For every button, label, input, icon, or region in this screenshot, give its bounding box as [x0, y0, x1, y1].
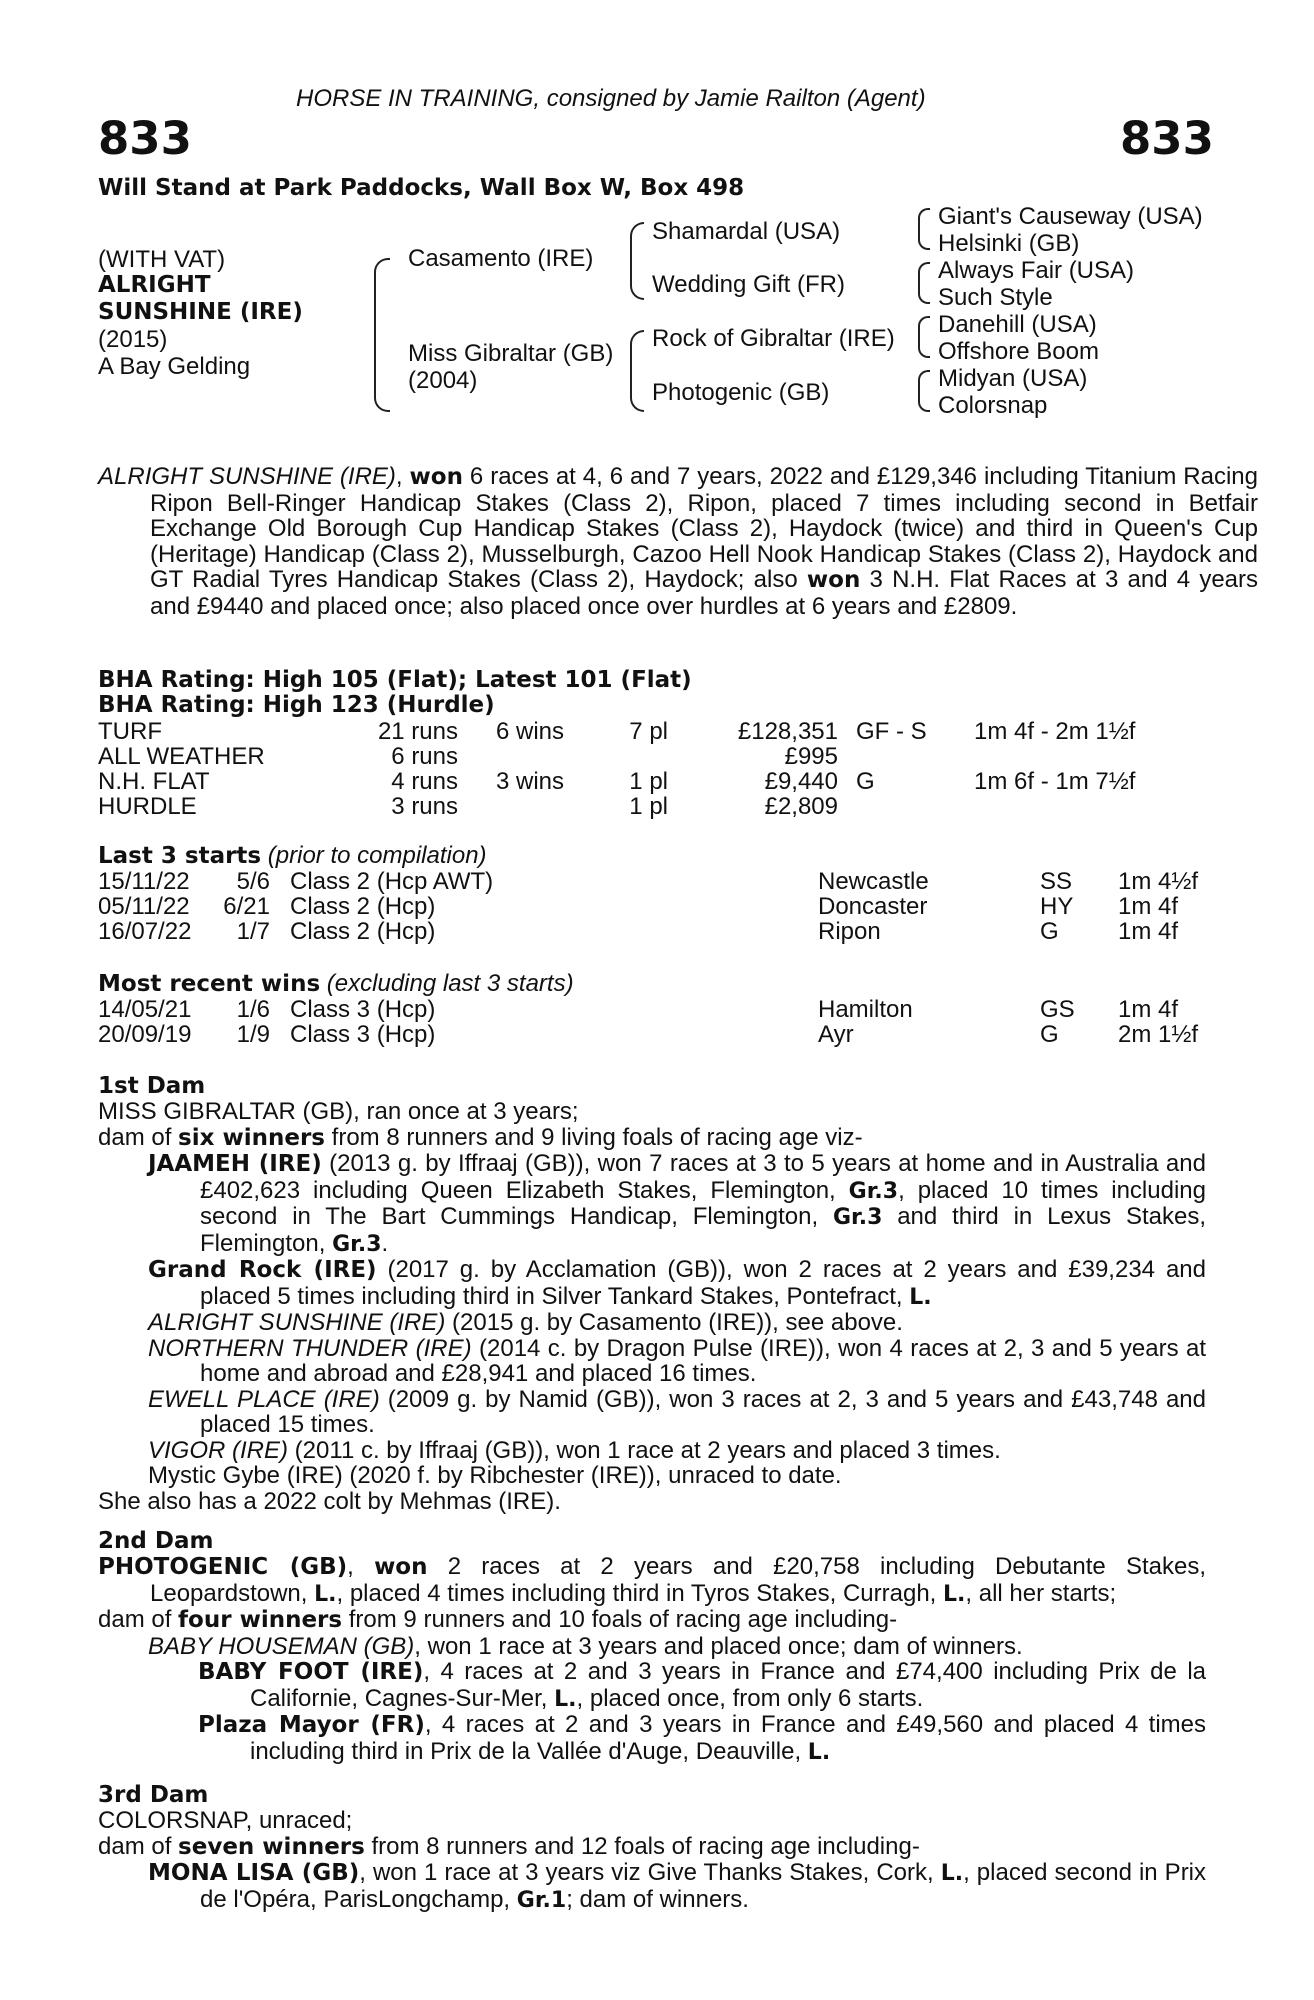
produce-name: NORTHERN THUNDER (IRE) — [148, 1334, 472, 1362]
start-distance: 1m 4½f — [1118, 868, 1199, 895]
start-course: Ripon — [818, 918, 881, 945]
produce-text: , placed once, from only 6 starts. — [576, 1684, 924, 1712]
dam2-dam-of: dam of — [98, 1606, 179, 1633]
second-dam-record — [98, 1554, 1206, 1607]
listed-badge: L. — [940, 1861, 964, 1886]
stabling-info: Will Stand at Park Paddocks, Wall Box W, Box 498 — [98, 175, 745, 201]
recent-wins-heading — [98, 971, 574, 998]
horse-name-line1: ALRIGHT — [98, 272, 211, 298]
recent-wins-note: (excluding last 3 starts) — [320, 970, 574, 997]
horse-year: (2015) — [98, 326, 168, 353]
record-places: 7 pl — [629, 718, 668, 745]
first-dam-produce-summary — [98, 1125, 1206, 1152]
listed-badge: L. — [943, 1581, 966, 1607]
produce-text: (2011 c. by Iffraaj (GB)), won 1 race at 2 years and placed 3 times. — [288, 1436, 1001, 1464]
start-distance: 1m 4f — [1118, 893, 1179, 920]
third-dam-line1: COLORSNAP, unraced; — [98, 1807, 353, 1834]
start-going: HY — [1040, 893, 1074, 920]
horse-description: A Bay Gelding — [98, 353, 251, 380]
produce-northern-thunder — [98, 1336, 1206, 1387]
produce-vigor — [98, 1438, 1206, 1464]
win-date: 14/05/21 — [98, 996, 192, 1023]
produce-text: (2014 c. by Dragon Pulse (IRE)), won 4 races at 2, 3 and 5 years at home and abroad and £28,941 and placed 16 times. — [200, 1334, 1206, 1387]
start-course: Newcastle — [818, 868, 929, 895]
pedigree-brace-g3 — [918, 316, 930, 358]
produce-name: MONA LISA (GB) — [148, 1860, 360, 1886]
second-dam-section — [98, 1554, 1206, 1765]
first-dam-also: She also has a 2022 colt by Mehmas (IRE). — [98, 1487, 561, 1515]
record-places: 1 pl — [629, 793, 668, 820]
dam: Miss Gibraltar (GB) — [408, 340, 614, 367]
summary-horse-name: ALRIGHT SUNSHINE (IRE) — [98, 463, 396, 490]
record-money: £128,351 — [737, 718, 838, 745]
lot-number-left: 833 — [98, 112, 192, 165]
produce-grand-rock — [98, 1257, 1206, 1310]
pedigree-brace-g4 — [918, 370, 930, 412]
record-places: 1 pl — [629, 768, 668, 795]
produce-text: , placed 10 times including second in The Bart Cummings Handicap, Flemington, — [200, 1176, 1206, 1230]
pedigree-brace-main — [374, 258, 390, 412]
produce-text: (2009 g. by Namid (GB)), won 3 races at 2, 3 and 5 years and £43,748 and placed 15 times. — [200, 1385, 1206, 1438]
first-dam-line1: MISS GIBRALTAR (GB), ran once at 3 years; — [98, 1098, 579, 1125]
start-going: G — [1040, 918, 1059, 945]
race-summary: ALRIGHT SUNSHINE (IRE), won 6 races at 4, 6 and 7 years, 2022 and £129,346 including Titanium Racing Ripon Bell-Ringer Handicap Stakes (Class 2), Ripon, placed 7 times including second in Betfair Exchange Old Borough Cup Handicap Stakes (Class 2), Haydock (twice) and third in Queen's Cup (Heritage) Handicap (Class 2), Musselburgh, Cazoo Hell Nook Handicap Stakes (Class 2), Haydock and GT Radial Tyres Handicap Stakes (Class 2), Haydock; also won 3 N.H. Flat Races at 3 and 4 years and £9440 and placed once; also placed once over hurdles at 6 years and £2809. — [98, 463, 1259, 620]
first-dam-heading: 1st Dam — [98, 1073, 206, 1099]
start-date: 15/11/22 — [98, 868, 190, 895]
record-going: GF - S — [856, 718, 927, 745]
record-runs: 3 runs — [391, 793, 458, 820]
produce-text: (2017 g. by Acclamation (GB)), won 2 races at 2 years and £39,234 and placed 5 times including third in Silver Tankard Stakes, Pontefract, — [200, 1256, 1206, 1310]
second-dam-heading: 2nd Dam — [98, 1528, 214, 1554]
dam1-dam-of: dam of — [98, 1123, 179, 1151]
win-class: Class 3 (Hcp) — [290, 996, 436, 1023]
group-badge: Gr.3 — [848, 1178, 899, 1204]
start-course: Doncaster — [818, 893, 928, 920]
start-position: 6/21 — [223, 893, 270, 920]
start-class: Class 2 (Hcp) — [290, 918, 436, 945]
last3-heading-text: Last 3 starts — [98, 843, 262, 869]
produce-name: BABY FOOT (IRE) — [198, 1659, 424, 1685]
last-3-starts-heading — [98, 843, 487, 870]
start-distance: 1m 4f — [1118, 918, 1179, 945]
summary-won2: won — [806, 567, 861, 593]
produce-text: and third in Lexus Stakes, Flemington, — [200, 1203, 1206, 1257]
produce-name: EWELL PLACE (IRE) — [148, 1385, 380, 1413]
win-class: Class 3 (Hcp) — [290, 1021, 436, 1048]
grandsire-6: Offshore Boom — [938, 338, 1099, 365]
produce-name: Grand Rock (IRE) — [148, 1257, 377, 1283]
dam1-produce-tail: from 8 runners and 9 living foals of racing age viz- — [324, 1123, 863, 1151]
sire-dam: Wedding Gift (FR) — [652, 271, 845, 298]
listed-badge: L. — [314, 1581, 337, 1607]
grandsire-4: Such Style — [938, 284, 1053, 311]
dam3-winners-count: seven winners — [178, 1833, 365, 1860]
third-dam-produce-summary — [98, 1834, 1206, 1861]
dam2-text: , — [347, 1553, 375, 1580]
grandsire-2: Helsinki (GB) — [938, 230, 1080, 257]
bha-rating-hurdle: BHA Rating: High 123 (Hurdle) — [98, 692, 495, 718]
produce-text: , won 1 race at 3 years and placed once; dam of winners. — [414, 1632, 1023, 1660]
dam2-winners-count: four winners — [178, 1607, 343, 1633]
record-type: HURDLE — [98, 793, 197, 820]
start-going: SS — [1040, 868, 1073, 895]
produce-name: VIGOR (IRE) — [148, 1436, 289, 1464]
listed-badge: L. — [554, 1686, 577, 1712]
sire: Casamento (IRE) — [408, 245, 594, 272]
recent-wins-heading-text: Most recent wins — [98, 971, 321, 997]
produce-text: (2013 g. by Iffraaj (GB)), won 7 races at 3 to 5 years at home and in Australia and £402,623 including Queen Elizabeth Stakes, Flemington, — [200, 1150, 1206, 1204]
produce-ewell-place — [98, 1387, 1206, 1438]
win-going: GS — [1040, 996, 1075, 1023]
dam-year: (2004) — [408, 367, 478, 394]
produce-text: , placed second in Prix de l'Opéra, ParisLongchamp, — [200, 1859, 1207, 1913]
first-dam-section — [98, 1099, 1206, 1514]
win-date: 20/09/19 — [98, 1021, 192, 1048]
consignor-line: HORSE IN TRAINING, consigned by Jamie Railton (Agent) — [296, 85, 926, 112]
win-course: Hamilton — [818, 996, 913, 1023]
produce-baby-houseman — [98, 1634, 1206, 1660]
grandsire-7: Midyan (USA) — [938, 365, 1088, 392]
produce-text: . — [381, 1229, 389, 1257]
produce-text: , 4 races at 2 and 3 years in France and £49,560 and placed 4 times including third in Prix de la Vallée d'Auge, Deauville, — [250, 1711, 1207, 1765]
win-distance: 1m 4f — [1118, 996, 1179, 1023]
win-position: 1/6 — [236, 996, 270, 1023]
produce-text: , won 1 race at 3 years viz Give Thanks Stakes, Cork, — [359, 1859, 941, 1886]
produce-text: (2015 g. by Casamento (IRE)), see above. — [445, 1309, 903, 1336]
record-runs: 4 runs — [391, 768, 458, 795]
dam2-text: 2 races at 2 years and £20,758 including Debutante Stakes, Leopardstown, — [150, 1553, 1207, 1607]
start-date: 05/11/22 — [98, 893, 190, 920]
produce-baby-foot — [98, 1659, 1206, 1712]
start-position: 1/7 — [236, 918, 270, 945]
group-badge: Gr.3 — [832, 1205, 883, 1230]
record-distance: 1m 4f - 2m 1½f — [974, 718, 1136, 745]
start-class: Class 2 (Hcp AWT) — [290, 868, 494, 895]
listed-badge: L. — [807, 1739, 831, 1765]
group-badge: Gr.3 — [332, 1231, 382, 1257]
summary-text1: 6 races at 4, 6 and 7 years, 2022 and £129,346 including Titanium Racing Ripon Bell-Ringer Handicap Stakes (Class 2), Ripon, placed 7 times including second in Betfair Exchange Old Borough Cup Handicap Stakes (Class 2), Haydock (twice) and third in Queen's Cup (Heritage) Handicap (Class 2), Musselburgh, Cazoo Hell Nook Handicap Stakes (Class 2), Haydock and GT Radial Tyres Handicap Stakes (Class 2), Haydock; also — [150, 463, 1258, 593]
bha-rating-flat: BHA Rating: High 105 (Flat); Latest 101 (Flat) — [98, 667, 692, 693]
grandsire-8: Colorsnap — [938, 392, 1048, 419]
dam3-dam-of: dam of — [98, 1832, 179, 1860]
dam3-produce-tail: from 8 runners and 12 foals of racing age including- — [364, 1832, 920, 1860]
dam2-text: , all her starts; — [965, 1579, 1117, 1607]
start-class: Class 2 (Hcp) — [290, 893, 436, 920]
win-distance: 2m 1½f — [1118, 1021, 1199, 1048]
start-date: 16/07/22 — [98, 918, 192, 945]
win-going: G — [1040, 1021, 1059, 1048]
record-runs: 21 runs — [377, 718, 458, 745]
produce-name: Plaza Mayor (FR) — [198, 1712, 425, 1738]
record-going: G — [856, 768, 875, 795]
record-type: N.H. FLAT — [98, 768, 210, 795]
grandsire-3: Always Fair (USA) — [938, 257, 1135, 284]
dam2-name: PHOTOGENIC (GB) — [98, 1554, 348, 1580]
produce-plaza-mayor — [98, 1712, 1206, 1765]
dam2-won: won — [374, 1554, 428, 1580]
produce-name: ALRIGHT SUNSHINE (IRE) — [148, 1309, 446, 1336]
last3-note: (prior to compilation) — [261, 842, 487, 869]
start-position: 5/6 — [236, 868, 270, 895]
listed-badge: L. — [909, 1284, 932, 1310]
dam2-text: , placed 4 times including third in Tyros Stakes, Curragh, — [336, 1579, 944, 1607]
record-type: ALL WEATHER — [98, 743, 265, 770]
win-course: Ayr — [818, 1021, 854, 1048]
grandsire-5: Danehill (USA) — [938, 311, 1097, 338]
record-runs: 6 runs — [391, 743, 458, 770]
summary-text2: 3 N.H. Flat Races at 3 and 4 years and £9440 and placed once; also placed once over hurdles at 6 years and £2809. — [150, 566, 1259, 620]
produce-alright-sunshine — [98, 1310, 1206, 1336]
pedigree-brace-sire — [630, 222, 644, 300]
produce-name: JAAMEH (IRE) — [148, 1151, 322, 1177]
record-distance: 1m 6f - 1m 7½f — [974, 768, 1136, 795]
record-type: TURF — [98, 718, 162, 745]
produce-jaameh — [98, 1151, 1206, 1257]
sire-sire: Shamardal (USA) — [652, 218, 841, 245]
group-badge: Gr.1 — [516, 1887, 567, 1913]
pedigree-brace-dam — [630, 330, 644, 412]
pedigree-brace-g1 — [918, 208, 930, 250]
record-money: £2,809 — [764, 793, 838, 820]
summary-won: won — [409, 464, 463, 490]
win-position: 1/9 — [236, 1021, 270, 1048]
produce-text: , 4 races at 2 and 3 years in France and £74,400 including Prix de la Californie, Cagnes-Sur-Mer, — [250, 1658, 1207, 1712]
third-dam-heading: 3rd Dam — [98, 1782, 209, 1808]
record-money: £995 — [784, 743, 838, 770]
produce-text: ; dam of winners. — [566, 1885, 749, 1913]
lot-number-right: 833 — [1120, 112, 1214, 165]
dam1-winners-count: six winners — [178, 1124, 325, 1151]
dam-dam: Photogenic (GB) — [652, 379, 830, 406]
pedigree-brace-g2 — [918, 262, 930, 304]
vat-note: (WITH VAT) — [98, 246, 226, 273]
horse-name-line2: SUNSHINE (IRE) — [98, 299, 303, 325]
dam2-produce-tail: from 9 runners and 10 foals of racing age including- — [342, 1606, 898, 1633]
record-money: £9,440 — [764, 768, 838, 795]
produce-name: BABY HOUSEMAN (GB) — [148, 1632, 415, 1660]
dam-sire: Rock of Gibraltar (IRE) — [652, 325, 895, 352]
produce-mystic-gybe: Mystic Gybe (IRE) (2020 f. by Ribchester (IRE)), unraced to date. — [148, 1462, 842, 1489]
produce-mona-lisa — [98, 1860, 1206, 1913]
grandsire-1: Giant's Causeway (USA) — [938, 203, 1203, 230]
record-wins: 3 wins — [496, 768, 565, 795]
record-wins: 6 wins — [496, 718, 565, 745]
second-dam-produce-summary — [98, 1607, 1206, 1634]
third-dam-section — [98, 1808, 1206, 1913]
